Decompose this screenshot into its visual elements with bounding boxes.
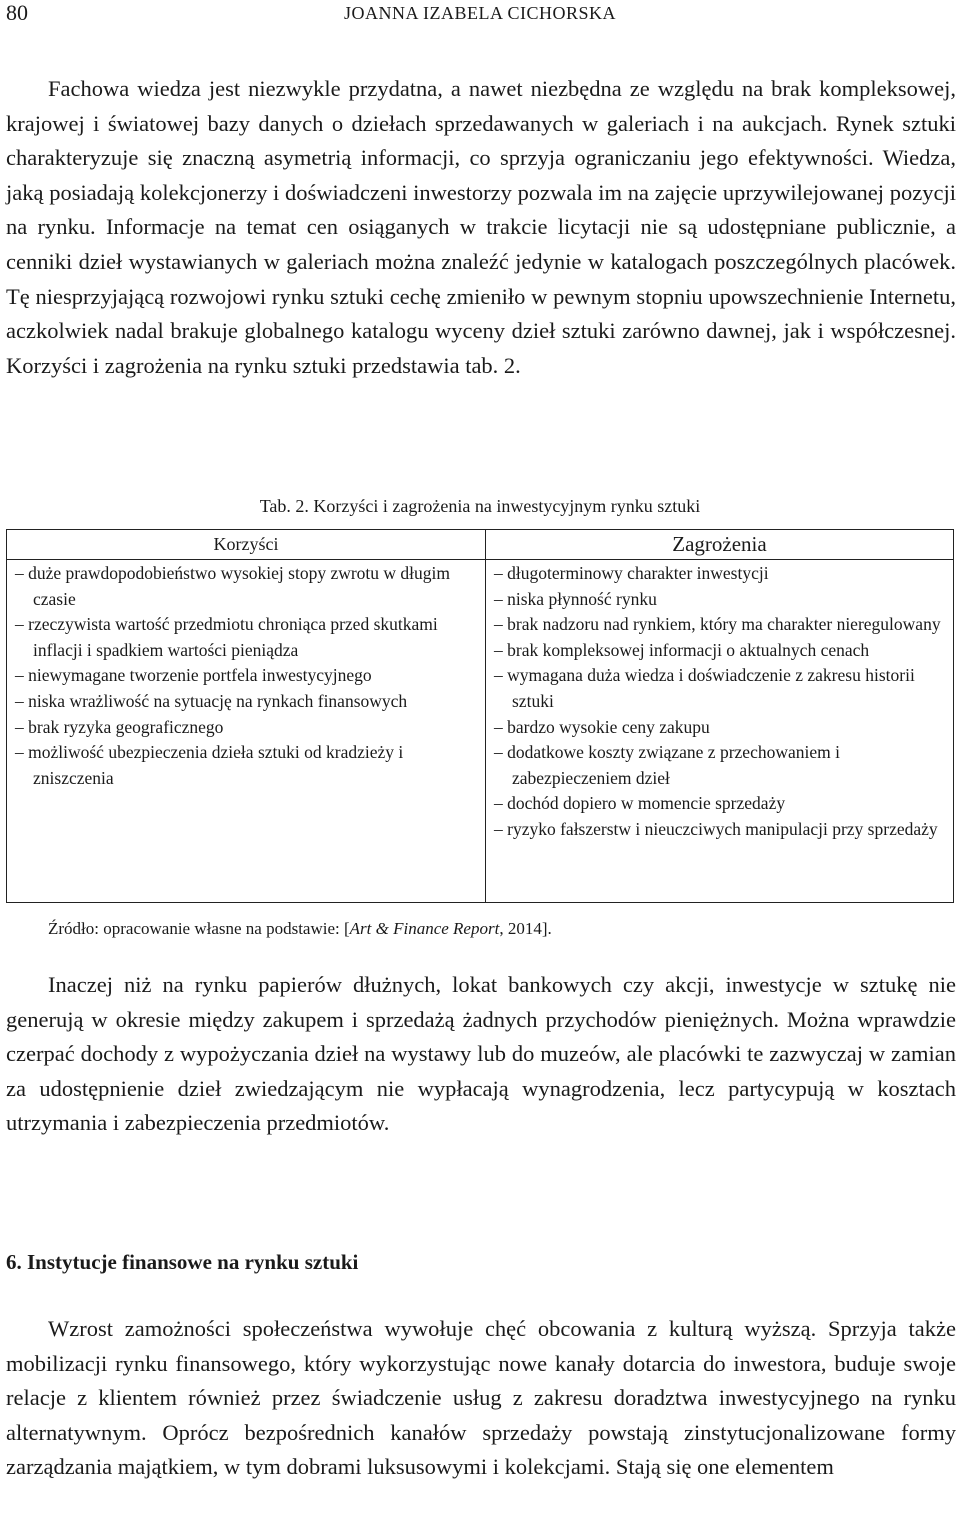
paragraph-2: Inaczej niż na rynku papierów dłużnych, lokat bankowych czy akcji, inwestycje w sztukę nie generują w okresie między zakupem i sprzedażą żadnych przychodów pieniężnych. Można wprawdzie czerpać dochody z wypożyczania dzieł na wystawy lub do muzeów, ale placówki te zazwyczaj w zamian za udostępnienie dzieł zwiedzającym nie wypłacają wynagrodzenia, lecz partycypują w kosztach utrzymania i zabezpieczenia przedmiotów. [6,972,956,1136]
running-head: JOANNA IZABELA CICHORSKA [343,3,616,23]
list-item: – bardzo wysokie ceny zakupu [494,715,945,741]
list-item: – brak ryzyka geograficznego [15,715,477,741]
list-item: – dochód dopiero w momencie sprzedaży [494,791,945,817]
benefits-header: Korzyści [213,534,279,554]
benefits-list [7,559,485,791]
source-prefix: Źródło: opracowanie własne na podstawie: [ [48,919,350,938]
list-item: – niska płynność rynku [494,587,945,613]
table-caption: Tab. 2. Korzyści i zagrożenia na inwestycyjnym rynku sztuki [259,496,701,516]
risks-header: Zagrożenia [672,532,767,556]
risks-column [486,530,953,843]
list-item: – możliwość ubezpieczenia dzieła sztuki od kradzieży i zniszczenia [15,740,477,791]
list-item: – niska wrażliwość na sytuację na rynkach finansowych [15,689,477,715]
table-source [48,918,552,940]
list-item: – brak nadzoru nad rynkiem, który ma charakter nieregulowany [494,612,945,638]
list-item: – ryzyko fałszerstw i nieuczciwych manipulacji przy sprzedaży [494,817,945,843]
list-item: – długoterminowy charakter inwestycji [494,561,945,587]
benefits-risks-table [6,529,954,903]
paragraph-1: Fachowa wiedza jest niezwykle przydatna, a nawet niezbędna ze względu na brak kompleksowej, krajowej i światowej bazy danych o dziełach sprzedawanych w galeriach i na aukcjach. Rynek sztuki charakteryzuje się znaczną asymetrią informacji, co sprzyja ograniczaniu jego efektywności. Wiedza, jaką posiadają kolekcjonerzy i doświadczeni inwestorzy pozwala im na zajęcie uprzywilejowanej pozycji na rynku. Informacje na temat cen osiąganych w trakcie licytacji nie są udostępniane publicznie, a cenniki dzieł wystawianych w galeriach można znaleźć jedynie w katalogach poszczególnych placówek. Tę niesprzyjającą rozwojowi rynku sztuki cechę zmieniło w pewnym stopniu upowszechnienie Internetu, aczkolwiek nadal brakuje globalnego katalogu wyceny dzieł sztuki zarówno dawnej, jak i współczesnej. Korzyści i zagrożenia na rynku sztuki przedstawia tab. 2. [6,76,956,378]
list-item: – duże prawdopodobieństwo wysokiej stopy zwrotu w długim czasie [15,561,477,612]
page-number: 80 [6,0,28,25]
list-item: – rzeczywista wartość przedmiotu chroniąca przed skutkami inflacji i spadkiem wartości pieniądza [15,612,477,663]
page-header [0,0,960,28]
list-item: – brak kompleksowej informacji o aktualnych cenach [494,638,945,664]
benefits-column [7,530,485,791]
list-item: – niewymagane tworzenie portfela inwestycyjnego [15,663,477,689]
source-title: Art & Finance Report [349,919,500,938]
list-item: – dodatkowe koszty związane z przechowaniem i zabezpieczeniem dzieł [494,740,945,791]
paragraph-3: Wzrost zamożności społeczeństwa wywołuje chęć obcowania z kulturą wyższą. Sprzyja także mobilizacji rynku finansowego, który wykorzystując nowe kanały dotarcia do inwestora, buduje swoje relacje z klientem również przez świadczenie usług z zakresu doradztwa inwestycyjnego na rynku alternatywnym. Oprócz bezpośrednich kanałów sprzedaży powstają zinstytucjonalizowane formy zarządzania majątkiem, w tym dobrami luksusowymi i kolekcjami. Stają się one elementem [6,1316,956,1480]
section-heading: 6. Instytucje finansowe na rynku sztuki [6,1250,359,1274]
risks-list [486,559,953,843]
list-item: – wymagana duża wiedza i doświadczenie z zakresu historii sztuki [494,663,945,714]
source-suffix: , 2014]. [499,919,552,938]
